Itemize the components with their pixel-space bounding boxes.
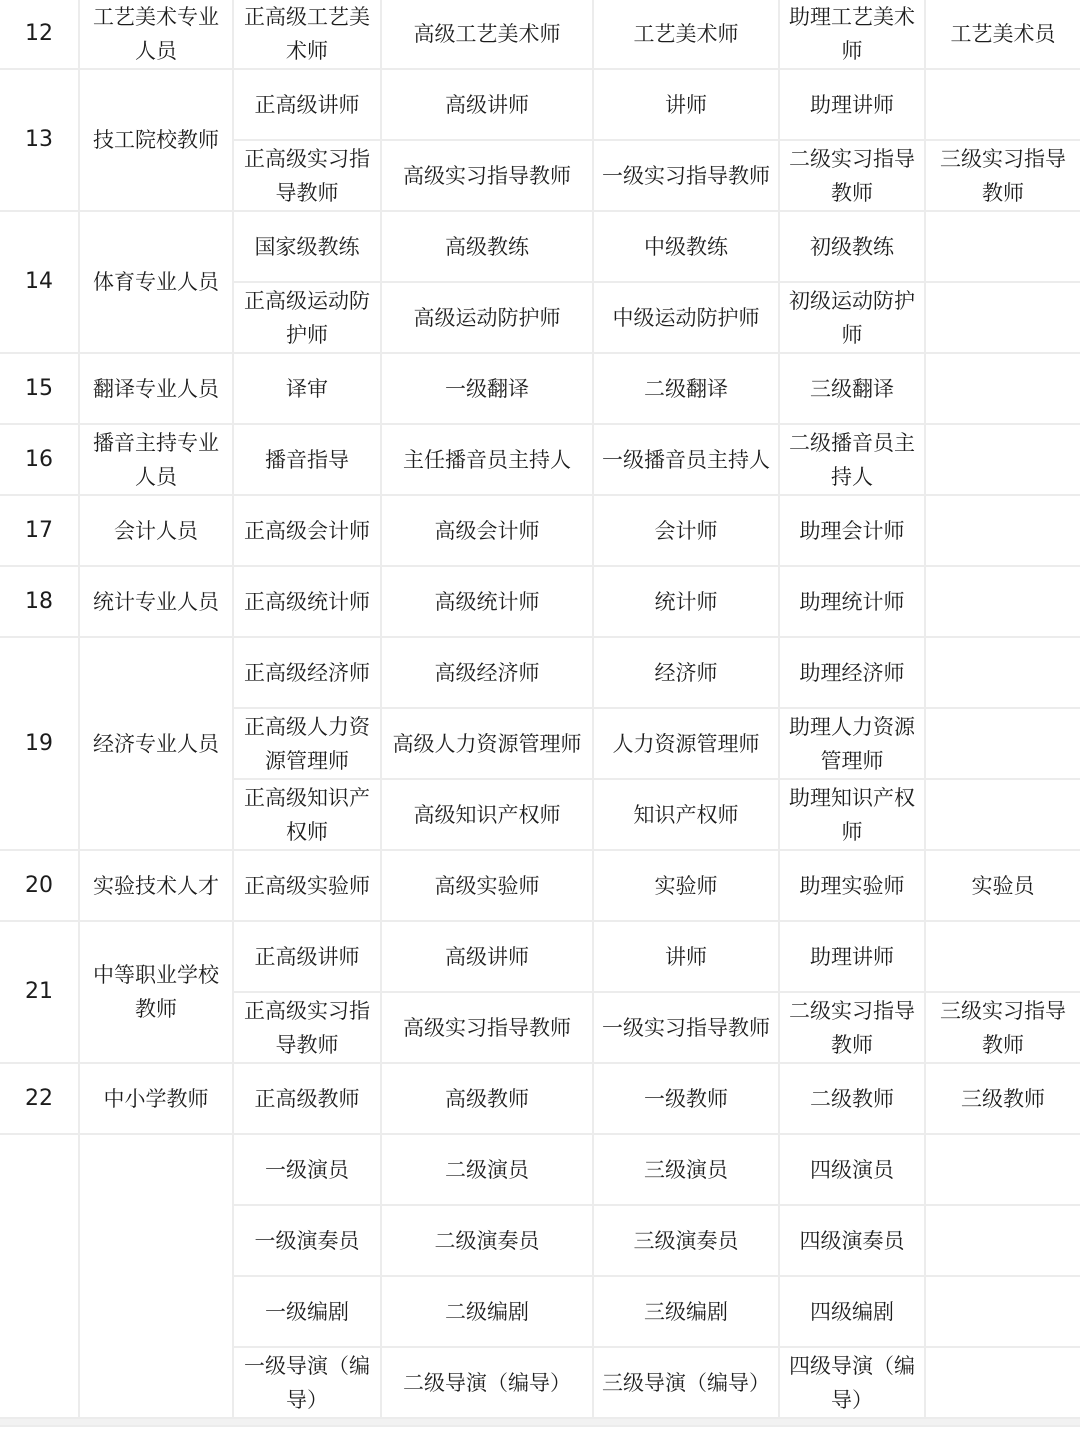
level-5-cell bbox=[926, 1348, 1080, 1419]
level-3-cell: 三级演奏员 bbox=[594, 1206, 780, 1277]
level-1-cell: 正高级实验师 bbox=[234, 851, 382, 922]
level-3-cell: 一级实习指导教师 bbox=[594, 141, 780, 212]
level-5-cell: 实验员 bbox=[926, 851, 1080, 922]
level-1-cell: 正高级实习指导教师 bbox=[234, 141, 382, 212]
table-row bbox=[0, 0, 1080, 70]
category-cell: 实验技术人才 bbox=[80, 851, 234, 922]
level-5-cell bbox=[926, 1206, 1080, 1277]
level-3-cell: 一级教师 bbox=[594, 1064, 780, 1135]
level-2-cell: 一级翻译 bbox=[382, 354, 594, 425]
level-4-cell: 三级翻译 bbox=[780, 354, 926, 425]
level-2-cell: 高级工艺美术师 bbox=[382, 0, 594, 70]
level-4-cell: 助理实验师 bbox=[780, 851, 926, 922]
category-cell: 中等职业学校教师 bbox=[80, 922, 234, 1064]
level-3-cell: 中级运动防护师 bbox=[594, 283, 780, 354]
level-1-cell: 正高级统计师 bbox=[234, 567, 382, 638]
category-cell: 翻译专业人员 bbox=[80, 354, 234, 425]
level-1-cell: 正高级经济师 bbox=[234, 638, 382, 709]
level-3-cell: 讲师 bbox=[594, 922, 780, 993]
level-2-cell: 高级人力资源管理师 bbox=[382, 709, 594, 780]
row-number bbox=[0, 1135, 80, 1419]
level-3-cell: 三级演员 bbox=[594, 1135, 780, 1206]
level-2-cell: 二级演员 bbox=[382, 1135, 594, 1206]
level-5-cell bbox=[926, 496, 1080, 567]
row-number: 21 bbox=[0, 922, 80, 1064]
level-1-cell: 正高级人力资源管理师 bbox=[234, 709, 382, 780]
level-2-cell: 高级实习指导教师 bbox=[382, 141, 594, 212]
level-3-cell: 实验师 bbox=[594, 851, 780, 922]
table-row bbox=[0, 638, 1080, 709]
table-row bbox=[0, 70, 1080, 141]
level-1-cell: 一级导演（编导） bbox=[234, 1348, 382, 1419]
level-3-cell: 会计师 bbox=[594, 496, 780, 567]
level-5-cell bbox=[926, 1135, 1080, 1206]
level-2-cell: 高级实习指导教师 bbox=[382, 993, 594, 1064]
level-4-cell: 助理经济师 bbox=[780, 638, 926, 709]
level-1-cell: 国家级教练 bbox=[234, 212, 382, 283]
level-5-cell bbox=[926, 780, 1080, 851]
level-2-cell: 高级教练 bbox=[382, 212, 594, 283]
level-4-cell: 四级导演（编导） bbox=[780, 1348, 926, 1419]
category-cell: 经济专业人员 bbox=[80, 638, 234, 851]
level-4-cell: 四级演员 bbox=[780, 1135, 926, 1206]
level-3-cell: 三级导演（编导） bbox=[594, 1348, 780, 1419]
level-1-cell: 正高级知识产权师 bbox=[234, 780, 382, 851]
bottom-border bbox=[0, 1425, 1080, 1441]
level-5-cell bbox=[926, 212, 1080, 283]
level-5-cell bbox=[926, 922, 1080, 993]
level-2-cell: 高级讲师 bbox=[382, 922, 594, 993]
level-1-cell: 正高级会计师 bbox=[234, 496, 382, 567]
row-number: 14 bbox=[0, 212, 80, 354]
level-1-cell: 一级编剧 bbox=[234, 1277, 382, 1348]
level-3-cell: 二级翻译 bbox=[594, 354, 780, 425]
level-4-cell: 二级教师 bbox=[780, 1064, 926, 1135]
level-4-cell: 助理统计师 bbox=[780, 567, 926, 638]
level-1-cell: 正高级教师 bbox=[234, 1064, 382, 1135]
level-5-cell bbox=[926, 70, 1080, 141]
level-5-cell bbox=[926, 1277, 1080, 1348]
table-row bbox=[0, 212, 1080, 283]
level-5-cell: 三级实习指导教师 bbox=[926, 993, 1080, 1064]
table-row bbox=[0, 922, 1080, 993]
level-1-cell: 正高级讲师 bbox=[234, 70, 382, 141]
level-1-cell: 一级演员 bbox=[234, 1135, 382, 1206]
level-3-cell: 一级实习指导教师 bbox=[594, 993, 780, 1064]
level-5-cell bbox=[926, 283, 1080, 354]
level-5-cell: 三级实习指导教师 bbox=[926, 141, 1080, 212]
level-3-cell: 统计师 bbox=[594, 567, 780, 638]
row-number: 13 bbox=[0, 70, 80, 212]
level-4-cell: 四级演奏员 bbox=[780, 1206, 926, 1277]
level-2-cell: 高级讲师 bbox=[382, 70, 594, 141]
category-cell: 工艺美术专业人员 bbox=[80, 0, 234, 70]
table-row bbox=[0, 1135, 1080, 1206]
level-2-cell: 高级会计师 bbox=[382, 496, 594, 567]
row-number: 15 bbox=[0, 354, 80, 425]
level-5-cell bbox=[926, 638, 1080, 709]
level-3-cell: 一级播音员主持人 bbox=[594, 425, 780, 496]
level-3-cell: 三级编剧 bbox=[594, 1277, 780, 1348]
row-number: 12 bbox=[0, 0, 80, 70]
table-row bbox=[0, 851, 1080, 922]
level-5-cell: 三级教师 bbox=[926, 1064, 1080, 1135]
level-4-cell: 助理人力资源管理师 bbox=[780, 709, 926, 780]
level-5-cell: 工艺美术员 bbox=[926, 0, 1080, 70]
level-1-cell: 一级演奏员 bbox=[234, 1206, 382, 1277]
row-number: 16 bbox=[0, 425, 80, 496]
table-row bbox=[0, 425, 1080, 496]
level-4-cell: 二级播音员主持人 bbox=[780, 425, 926, 496]
level-1-cell: 正高级运动防护师 bbox=[234, 283, 382, 354]
level-4-cell: 助理会计师 bbox=[780, 496, 926, 567]
level-2-cell: 高级经济师 bbox=[382, 638, 594, 709]
level-4-cell: 初级教练 bbox=[780, 212, 926, 283]
table-row bbox=[0, 354, 1080, 425]
level-2-cell: 主任播音员主持人 bbox=[382, 425, 594, 496]
level-2-cell: 高级运动防护师 bbox=[382, 283, 594, 354]
level-1-cell: 译审 bbox=[234, 354, 382, 425]
level-3-cell: 工艺美术师 bbox=[594, 0, 780, 70]
level-3-cell: 知识产权师 bbox=[594, 780, 780, 851]
category-cell: 统计专业人员 bbox=[80, 567, 234, 638]
level-2-cell: 高级教师 bbox=[382, 1064, 594, 1135]
category-cell: 技工院校教师 bbox=[80, 70, 234, 212]
row-number: 18 bbox=[0, 567, 80, 638]
category-cell: 体育专业人员 bbox=[80, 212, 234, 354]
level-2-cell: 高级统计师 bbox=[382, 567, 594, 638]
level-5-cell bbox=[926, 567, 1080, 638]
level-3-cell: 经济师 bbox=[594, 638, 780, 709]
level-5-cell bbox=[926, 425, 1080, 496]
row-number: 20 bbox=[0, 851, 80, 922]
row-number: 22 bbox=[0, 1064, 80, 1135]
level-2-cell: 高级实验师 bbox=[382, 851, 594, 922]
table-row bbox=[0, 567, 1080, 638]
level-3-cell: 中级教练 bbox=[594, 212, 780, 283]
level-2-cell: 二级导演（编导） bbox=[382, 1348, 594, 1419]
level-1-cell: 播音指导 bbox=[234, 425, 382, 496]
level-1-cell: 正高级讲师 bbox=[234, 922, 382, 993]
level-1-cell: 正高级实习指导教师 bbox=[234, 993, 382, 1064]
level-4-cell: 二级实习指导教师 bbox=[780, 141, 926, 212]
level-4-cell: 助理知识产权师 bbox=[780, 780, 926, 851]
level-4-cell: 初级运动防护师 bbox=[780, 283, 926, 354]
category-cell: 会计人员 bbox=[80, 496, 234, 567]
row-number: 17 bbox=[0, 496, 80, 567]
level-2-cell: 二级编剧 bbox=[382, 1277, 594, 1348]
category-cell: 播音主持专业人员 bbox=[80, 425, 234, 496]
level-4-cell: 二级实习指导教师 bbox=[780, 993, 926, 1064]
level-1-cell: 正高级工艺美术师 bbox=[234, 0, 382, 70]
category-cell: 中小学教师 bbox=[80, 1064, 234, 1135]
level-4-cell: 助理工艺美术师 bbox=[780, 0, 926, 70]
table-row bbox=[0, 496, 1080, 567]
category-cell bbox=[80, 1135, 234, 1419]
level-3-cell: 人力资源管理师 bbox=[594, 709, 780, 780]
level-4-cell: 四级编剧 bbox=[780, 1277, 926, 1348]
level-4-cell: 助理讲师 bbox=[780, 922, 926, 993]
level-2-cell: 高级知识产权师 bbox=[382, 780, 594, 851]
level-4-cell: 助理讲师 bbox=[780, 70, 926, 141]
table-row bbox=[0, 1064, 1080, 1135]
level-5-cell bbox=[926, 709, 1080, 780]
row-number: 19 bbox=[0, 638, 80, 851]
level-5-cell bbox=[926, 354, 1080, 425]
level-3-cell: 讲师 bbox=[594, 70, 780, 141]
level-2-cell: 二级演奏员 bbox=[382, 1206, 594, 1277]
